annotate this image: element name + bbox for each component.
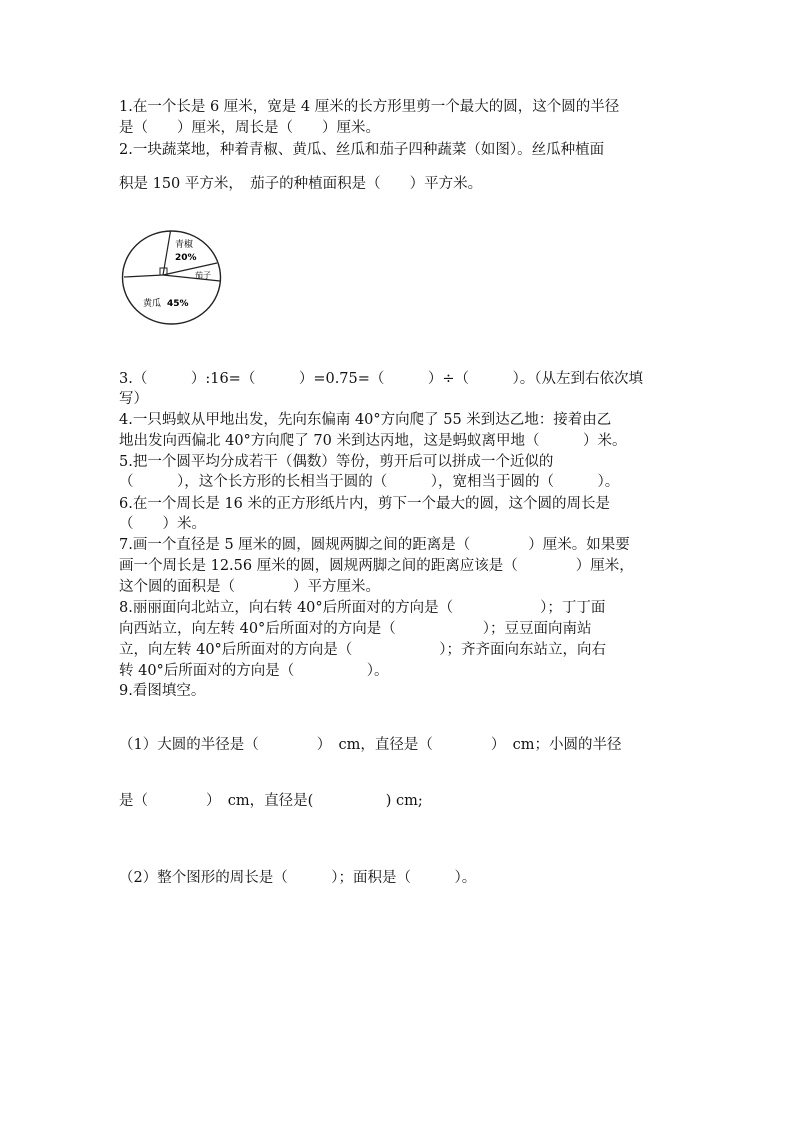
q4-line-2: 地出发向西偏北 40°方向爬了 70 米到达丙地，这是蚂蚁离甲地（ ）米。 xyxy=(119,433,627,449)
q9-title: 9.看图填空。 xyxy=(119,683,206,699)
q7-line-2: 画一个周长是 12.56 厘米的圆，圆规两脚之间的距离应该是（ ）厘米， xyxy=(119,558,634,574)
q8-line-4: 转 40°后所面对的方向是（ ）。 xyxy=(119,663,389,679)
q6-line-2: （ ）米。 xyxy=(119,516,206,532)
q8-line-2: 向西站立，向左转 40°后所面对的方向是（ ）；豆豆面向南站 xyxy=(119,621,592,637)
q7-line-3: 这个圆的面积是（ ）平方厘米。 xyxy=(119,579,380,595)
vegetable-pie-chart xyxy=(121,229,223,327)
q1-line-1: 1.在一个长是 6 厘米，宽是 4 厘米的长方形里剪一个最大的圆，这个圆的半径 xyxy=(119,99,620,115)
q5-line-2: （ ），这个长方形的长相当于圆的（ ），宽相当于圆的（ ）。 xyxy=(119,474,620,490)
q9-part2: （2）整个图形的周长是（ ）；面积是（ ）。 xyxy=(119,870,477,886)
q6-line-1: 6.在一个周长是 16 米的正方形纸片内，剪下一个最大的圆，这个圆的周长是 xyxy=(119,496,611,512)
q8-line-3: 立，向左转 40°后所面对的方向是（ ）；齐齐面向东站立，向右 xyxy=(119,642,607,658)
pie-label-qingjiao: 青椒 xyxy=(175,240,194,250)
q2-line-2: 积是 150 平方米， 茄子的种植面积是（ ）平方米。 xyxy=(119,176,483,192)
q1-line-2: 是（ ）厘米，周长是（ ）厘米。 xyxy=(119,120,380,136)
pie-pct-huanggua: 45% xyxy=(167,299,189,309)
pie-label-huanggua: 黄瓜 xyxy=(143,299,162,309)
pie-pct-qingjiao: 20% xyxy=(175,253,197,263)
q3-line-2: 写） xyxy=(119,391,148,407)
pie-label-qiezi: 茄子 xyxy=(195,271,211,280)
q9-part1-line-1: （1）大圆的半径是（ ） cm，直径是（ ） cm；小圆的半径 xyxy=(119,737,622,753)
q4-line-1: 4.一只蚂蚁从甲地出发，先向东偏南 40°方向爬了 55 米到达乙地：接着由乙 xyxy=(119,412,612,428)
q7-line-1: 7.画一个直径是 5 厘米的圆，圆规两脚之间的距离是（ ）厘米。如果要 xyxy=(119,537,630,553)
q9-part1-line-2: 是（ ） cm，直径是( ) cm; xyxy=(119,793,423,809)
q8-line-1: 8.丽丽面向北站立，向右转 40°后所面对的方向是（ ）；丁丁面 xyxy=(119,600,606,616)
q3-line-1: 3.（ ）:16=（ ）=0.75=（ ）÷（ ）。（从左到右依次填 xyxy=(119,371,644,387)
q5-line-1: 5.把一个圆平均分成若干（偶数）等份，剪开后可以拼成一个近似的 xyxy=(119,454,554,470)
q2-line-1: 2.一块蔬菜地，种着青椒、黄瓜、丝瓜和茄子四种蔬菜（如图）。丝瓜种植面 xyxy=(119,142,605,158)
